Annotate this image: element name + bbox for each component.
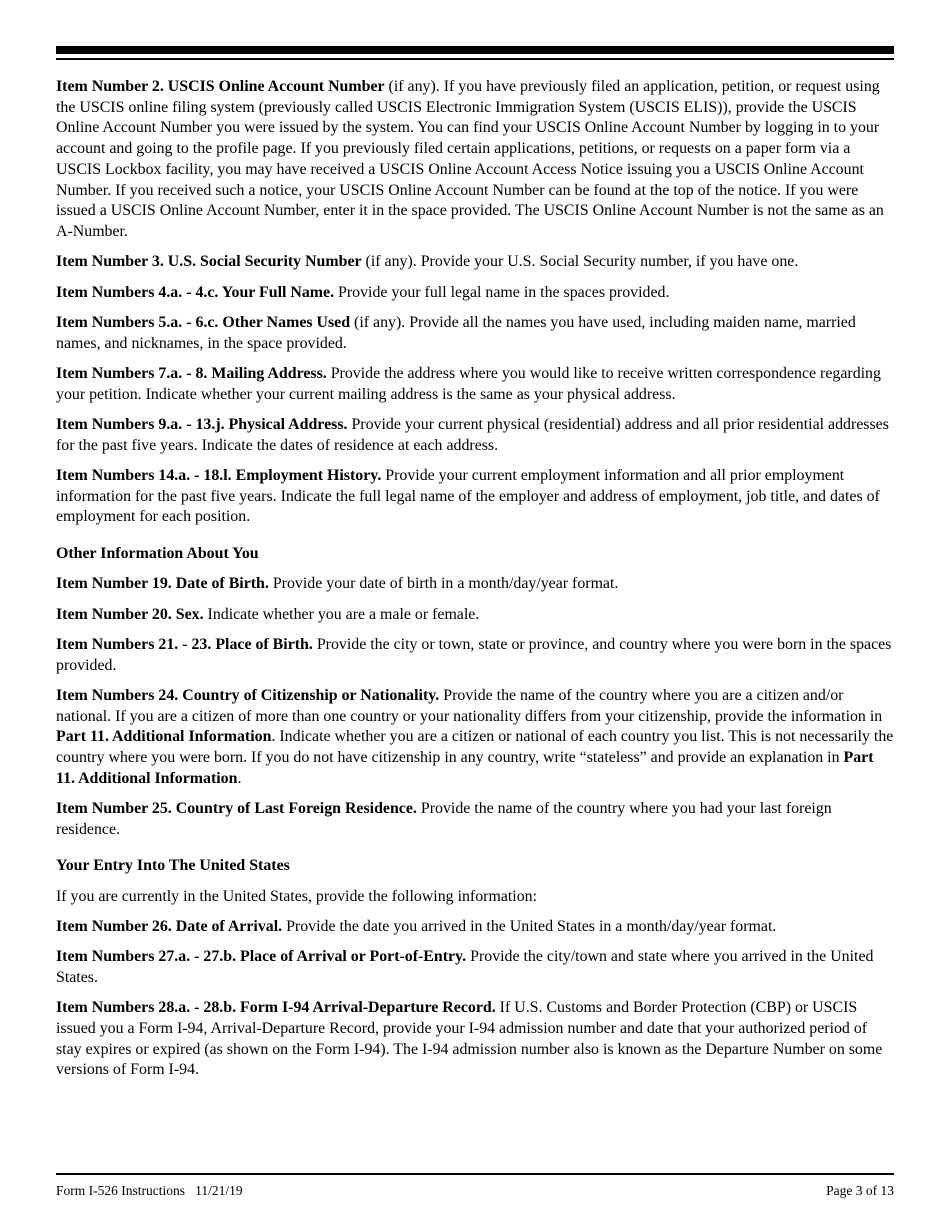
item-text: Provide the name of the country where you are a citizen and/or national. If you are a citizen of more than one country or your nationality differs from your citizenship, provide the information in <box>56 686 883 725</box>
item-25-paragraph <box>56 799 894 840</box>
item-label: Item Number 2. USCIS Online Account Number <box>56 78 385 95</box>
item-text: If U.S. Customs and Border Protection (CBP) or USCIS issued you a Form I-94, Arrival-Departure Record, provide your I-94 admission number and date that your authorized period of stay expires or expired (as shown on the Form I-94). The I-94 admission number also is known as the Departure Number on some versions of Form I-94. <box>56 999 883 1079</box>
item-28-paragraph <box>56 998 894 1081</box>
item-label: Item Number 20. Sex. <box>56 605 204 623</box>
item-text: Provide the address where you would like to receive written correspondence regarding your petition. Indicate whether your current mailing address is the same as your physical address. <box>56 364 881 403</box>
item-label: Item Numbers 9.a. - 13.j. Physical Address. <box>56 415 348 433</box>
section-heading-entry: Your Entry Into The United States <box>56 857 290 875</box>
item-text: Provide all the names you have used, including maiden name, married names, and nicknames, in the space provided. <box>56 313 856 352</box>
footer-rule <box>56 1173 894 1175</box>
item-text: Provide your full legal name in the spaces provided. <box>334 283 670 301</box>
item-label: Item Numbers 24. Country of Citizenship or Nationality. <box>56 686 440 704</box>
item-20-paragraph <box>56 605 894 626</box>
item-14-paragraph <box>56 466 894 528</box>
item-suffix: (if any). <box>384 78 440 95</box>
item-label: Item Number 26. Date of Arrival. <box>56 917 283 935</box>
item-text: Indicate whether you are a male or female. <box>203 605 480 623</box>
item-label: Item Numbers 7.a. - 8. Mailing Address. <box>56 364 327 382</box>
item-label: Item Number 3. U.S. Social Security Number <box>56 253 362 271</box>
item-label: Item Numbers 4.a. - 4.c. Your Full Name. <box>56 283 335 301</box>
item-text: Provide your current employment information and all prior employment information for the past five years. Indicate the full legal name of the employer and address of employment, job title, and dates of employment for each position. <box>56 466 880 526</box>
header-thick-rule <box>56 46 894 54</box>
item-text: Provide your date of birth in a month/day/year format. <box>268 575 619 593</box>
item-text: Provide your U.S. Social Security number, if you have one. <box>416 253 799 271</box>
item-text: Provide the date you arrived in the United States in a month/day/year format. <box>282 917 777 935</box>
item-27-paragraph <box>56 947 894 988</box>
item-7-paragraph <box>56 364 894 405</box>
item-24-paragraph <box>56 686 894 790</box>
item-label: Item Numbers 5.a. - 6.c. Other Names Used <box>56 313 351 331</box>
item-9-paragraph <box>56 415 894 456</box>
part-11-reference: Part 11. Additional Information <box>56 748 874 787</box>
instructions-body <box>56 77 894 1091</box>
item-label: Item Number 25. Country of Last Foreign Residence. <box>56 799 417 817</box>
item-text: . Indicate whether you are a citizen or national of each country you list. This is not necessarily the country where you were born. If you do not have citizenship in any country, write “stateless” and provide an explanation in <box>56 728 894 766</box>
item-label: Item Numbers 14.a. - 18.l. Employment History. <box>56 466 382 484</box>
item-4-paragraph <box>56 283 894 304</box>
item-label: Item Numbers 21. - 23. Place of Birth. <box>56 635 313 653</box>
item-text: Provide the city or town, state or province, and country where you were born in the spaces provided. <box>56 635 892 674</box>
item-text: If you have previously filed an application, petition, or request using the USCIS online filing system (previously called USCIS Electronic Immigration System (USCIS ELIS)), provide the USCIS Online Account Number you were issued by the system. You can find your USCIS Online Account Number by logging in to your account and going to the profile page. If you previously filed certain applications, petitions, or requests on a paper form via a USCIS Lockbox facility, you may have received a USCIS Online Account Access Notice issuing you a USCIS Online Account Number. If you received such a notice, your USCIS Online Account Number can be found at the top of the notice. If you were issued a USCIS Online Account Number, enter it in the space provided. The USCIS Online Account Number is not the same as an A-Number. <box>56 78 884 240</box>
item-text: Provide the city/town and state where you arrived in the United States. <box>56 948 874 986</box>
item-5-paragraph <box>56 313 894 354</box>
item-text: Provide your current physical (residential) address and all prior residential addresses for the past five years. Indicate the dates of residence at each address. <box>56 415 889 454</box>
item-label: Item Numbers 28.a. - 28.b. Form I-94 Arrival-Departure Record. <box>56 999 496 1017</box>
item-suffix: (if any). <box>350 313 406 331</box>
section-heading-other-information: Other Information About You <box>56 544 259 562</box>
item-19-paragraph <box>56 574 894 595</box>
item-text: Provide the name of the country where you had your last foreign residence. <box>56 799 832 838</box>
item-26-paragraph <box>56 917 894 938</box>
part-11-reference: Part 11. Additional Information <box>56 728 272 746</box>
header-thin-rule <box>56 58 894 60</box>
footer-page-number: Page 3 of 13 <box>826 1183 894 1198</box>
item-text: . <box>237 769 242 787</box>
item-suffix: (if any). <box>361 253 417 271</box>
item-label: Item Number 19. Date of Birth. <box>56 575 269 593</box>
item-3-paragraph <box>56 252 894 273</box>
footer-form-id: Form I-526 Instructions 11/21/19 <box>56 1183 243 1198</box>
item-21-paragraph <box>56 635 894 676</box>
entry-intro: If you are currently in the United States, provide the following information: <box>56 887 538 905</box>
item-label: Item Numbers 27.a. - 27.b. Place of Arrival or Port-of-Entry. <box>56 948 467 966</box>
item-2-paragraph <box>56 77 894 243</box>
